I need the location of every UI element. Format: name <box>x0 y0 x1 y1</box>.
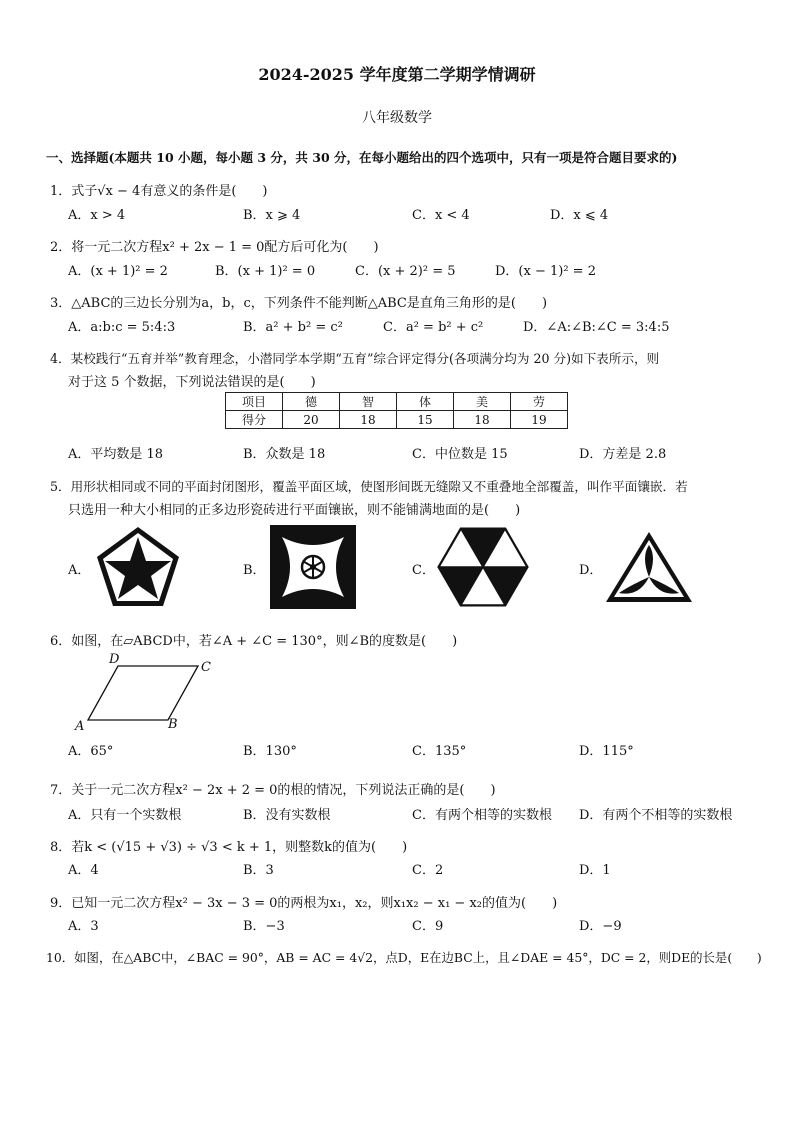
question-1-stem: 1．式子√x − 4有意义的条件是( ) <box>50 184 268 199</box>
table-header-cell: 体 <box>397 393 454 411</box>
table-cell: 15 <box>397 411 454 429</box>
table-row-label: 得分 <box>226 411 283 429</box>
question-3-stem: 3．△ABC的三边长分别为a，b，c，下列条件不能判断△ABC是直角三角形的是( ) <box>50 296 548 311</box>
q8-option-a: A．4 <box>68 863 99 878</box>
q4-option-c: C．中位数是 15 <box>412 447 508 462</box>
parallelogram-figure <box>68 652 218 734</box>
square-tile-figure <box>268 523 358 611</box>
q9-option-c: C．9 <box>412 919 444 934</box>
question-4-stem-cont: 对于这 5 个数据，下列说法错误的是( ) <box>68 375 316 390</box>
q3-option-c: C．a² = b² + c² <box>383 320 484 335</box>
q9-option-d: D．−9 <box>579 919 622 934</box>
score-table <box>225 392 568 429</box>
vertex-label-c: C <box>201 660 211 675</box>
q5-option-d: D． <box>579 563 603 578</box>
q8-option-c: C．2 <box>412 863 444 878</box>
question-7-stem: 7．关于一元二次方程x² − 2x + 2 = 0的根的情况，下列说法正确的是( ) <box>50 783 496 798</box>
q1-option-c: C．x < 4 <box>412 208 470 223</box>
q6-option-d: D．115° <box>579 744 634 759</box>
q5-option-b: B． <box>243 563 266 578</box>
table-header-cell: 项目 <box>226 393 283 411</box>
q3-option-d: D．∠A:∠B:∠C = 3:4:5 <box>523 320 670 335</box>
q8-option-d: D．1 <box>579 863 611 878</box>
table-cell: 20 <box>283 411 340 429</box>
table-row <box>226 393 568 411</box>
question-9-stem: 9．已知一元二次方程x² − 3x − 3 = 0的两根为x₁，x₂，则x₁x₂ − x₁ − x₂的值为( ) <box>50 896 558 911</box>
question-8-stem: 8．若k < (√15 + √3) ÷ √3 < k + 1，则整数k的值为( ) <box>50 840 408 855</box>
section-heading: 一、选择题(本题共 10 小题，每小题 3 分，共 30 分，在每小题给出的四个选项中，只有一项是符合题目要求的) <box>46 150 678 165</box>
q5-option-a: A． <box>68 563 91 578</box>
q4-option-d: D．方差是 2.8 <box>579 447 667 462</box>
q9-option-a: A．3 <box>68 919 99 934</box>
q6-option-c: C．135° <box>412 744 467 759</box>
triangle-trefoil-figure <box>603 529 695 605</box>
q5-option-c: C． <box>412 563 435 578</box>
q6-option-b: B．130° <box>243 744 297 759</box>
table-header-cell: 德 <box>283 393 340 411</box>
q8-option-b: B．3 <box>243 863 274 878</box>
question-6-stem: 6．如图，在▱ABCD中，若∠A + ∠C = 130°，则∠B的度数是( ) <box>50 634 458 649</box>
table-header-cell: 智 <box>340 393 397 411</box>
q9-option-b: B．−3 <box>243 919 285 934</box>
exam-title: 2024-2025 学年度第二学期学情调研 <box>258 65 536 84</box>
q7-option-d: D．有两个不相等的实数根 <box>579 808 733 823</box>
q7-option-a: A．只有一个实数根 <box>68 808 182 823</box>
vertex-label-a: A <box>75 719 85 734</box>
table-cell: 18 <box>340 411 397 429</box>
vertex-label-d: D <box>109 652 120 667</box>
table-header-cell: 劳 <box>511 393 568 411</box>
q3-option-b: B．a² + b² = c² <box>243 320 343 335</box>
table-row <box>226 411 568 429</box>
question-10-stem: 10．如图，在△ABC中，∠BAC = 90°，AB = AC = 4√2，点D，E在边BC上，且∠DAE = 45°，DC = 2，则DE的长是( ) <box>46 950 762 965</box>
q1-option-b: B．x ⩾ 4 <box>243 208 301 223</box>
q2-option-d: D．(x − 1)² = 2 <box>495 264 596 279</box>
question-2-stem: 2．将一元二次方程x² + 2x − 1 = 0配方后可化为( ) <box>50 240 379 255</box>
q6-option-a: A．65° <box>68 744 114 759</box>
q1-option-d: D．x ⩽ 4 <box>550 208 609 223</box>
q1-option-a: A．x > 4 <box>68 208 126 223</box>
q4-option-b: B．众数是 18 <box>243 447 326 462</box>
q2-option-b: B．(x + 1)² = 0 <box>215 264 316 279</box>
hexagon-figure <box>437 527 529 607</box>
exam-subtitle: 八年级数学 <box>362 110 432 126</box>
question-5-stem: 5．用形状相同或不同的平面封闭图形，覆盖平面区域，使图形间既无缝隙又不重叠地全部覆盖，叫作平面镶嵌．若 <box>50 479 688 494</box>
table-cell: 18 <box>454 411 511 429</box>
q3-option-a: A．a:b:c = 5:4:3 <box>68 320 176 335</box>
table-header-cell: 美 <box>454 393 511 411</box>
q2-option-a: A．(x + 1)² = 2 <box>68 264 168 279</box>
pentagon-star-figure <box>93 524 183 610</box>
table-cell: 19 <box>511 411 568 429</box>
q2-option-c: C．(x + 2)² = 5 <box>355 264 456 279</box>
q7-option-b: B．没有实数根 <box>243 808 331 823</box>
question-4-stem: 4．某校践行“五育并举”教育理念，小潜同学本学期“五育”综合评定得分(各项满分均为 20 分)如下表所示，则 <box>50 351 660 366</box>
vertex-label-b: B <box>168 717 178 732</box>
q7-option-c: C．有两个相等的实数根 <box>412 808 552 823</box>
q4-option-a: A．平均数是 18 <box>68 447 164 462</box>
question-5-stem-cont: 只选用一种大小相同的正多边形瓷砖进行平面镶嵌，则不能铺满地面的是( ) <box>68 503 521 518</box>
